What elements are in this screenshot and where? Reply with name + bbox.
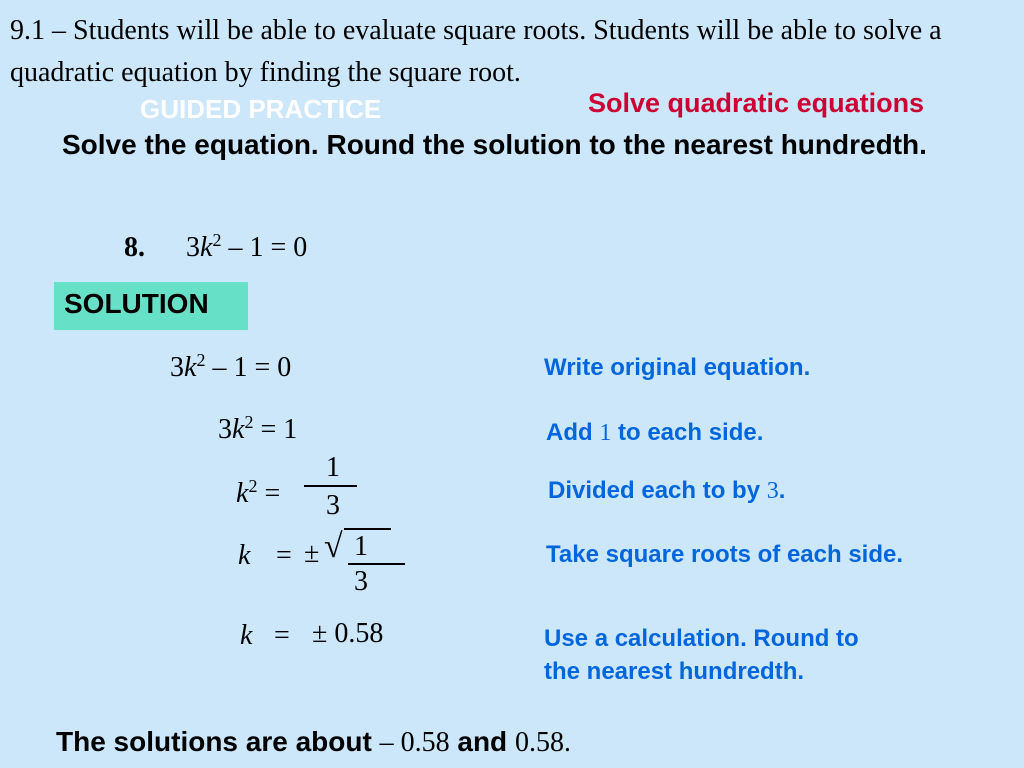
step-2-equation: $3k^2 = 1$ [218,412,298,445]
step-5-value: ± 0.58 [312,618,384,649]
lesson-objective: 9.1 – Students will be able to evaluate square roots. Students will be able to solve a quadratic equation by finding the square root. [10,15,942,88]
step-1-note: Write original equation. [544,354,811,381]
problem-equation: $3k^2 - 1 = 0$ [186,230,308,263]
step-3-numerator: 1 [326,452,340,483]
problem-number: 8. [124,232,145,263]
step-5-variable: k [240,620,253,651]
step-1-equation: $3k^2 - 1 = 0$ [170,350,292,383]
step-4-variable: k [238,540,251,571]
step-2-note: Add 1 to each side. [546,419,764,446]
topic-title: Solve quadratic equations [588,88,925,118]
step-4-radical-sign: √ [324,528,343,565]
step-5-equals: = [274,620,290,651]
step-5-note: Use a calculation. Round to the nearest hundredth. [544,625,859,685]
step-3-equation: $k^2$ = [236,476,281,509]
problem-instructions: Solve the equation. Round the solution to the nearest hundredth. [62,129,927,160]
step-4-numerator: 1 [354,531,368,562]
conclusion: The solutions are about – 0.58 and 0.58. [56,726,571,758]
step-4-radical-overline [344,528,391,530]
step-4-equals: = [276,540,292,571]
step-3-denominator: 3 [326,490,340,521]
step-3-note: Divided each to by 3. [548,477,786,504]
step-4-fraction-bar [348,563,405,565]
step-4-plus-minus: ± [304,538,320,569]
step-3-fraction-bar [304,485,357,487]
step-4-denominator: 3 [354,566,368,597]
solution-label: SOLUTION [64,288,209,319]
step-4-note: Take square roots of each side. [546,541,904,568]
guided-practice-label: GUIDED PRACTICE [140,94,382,124]
